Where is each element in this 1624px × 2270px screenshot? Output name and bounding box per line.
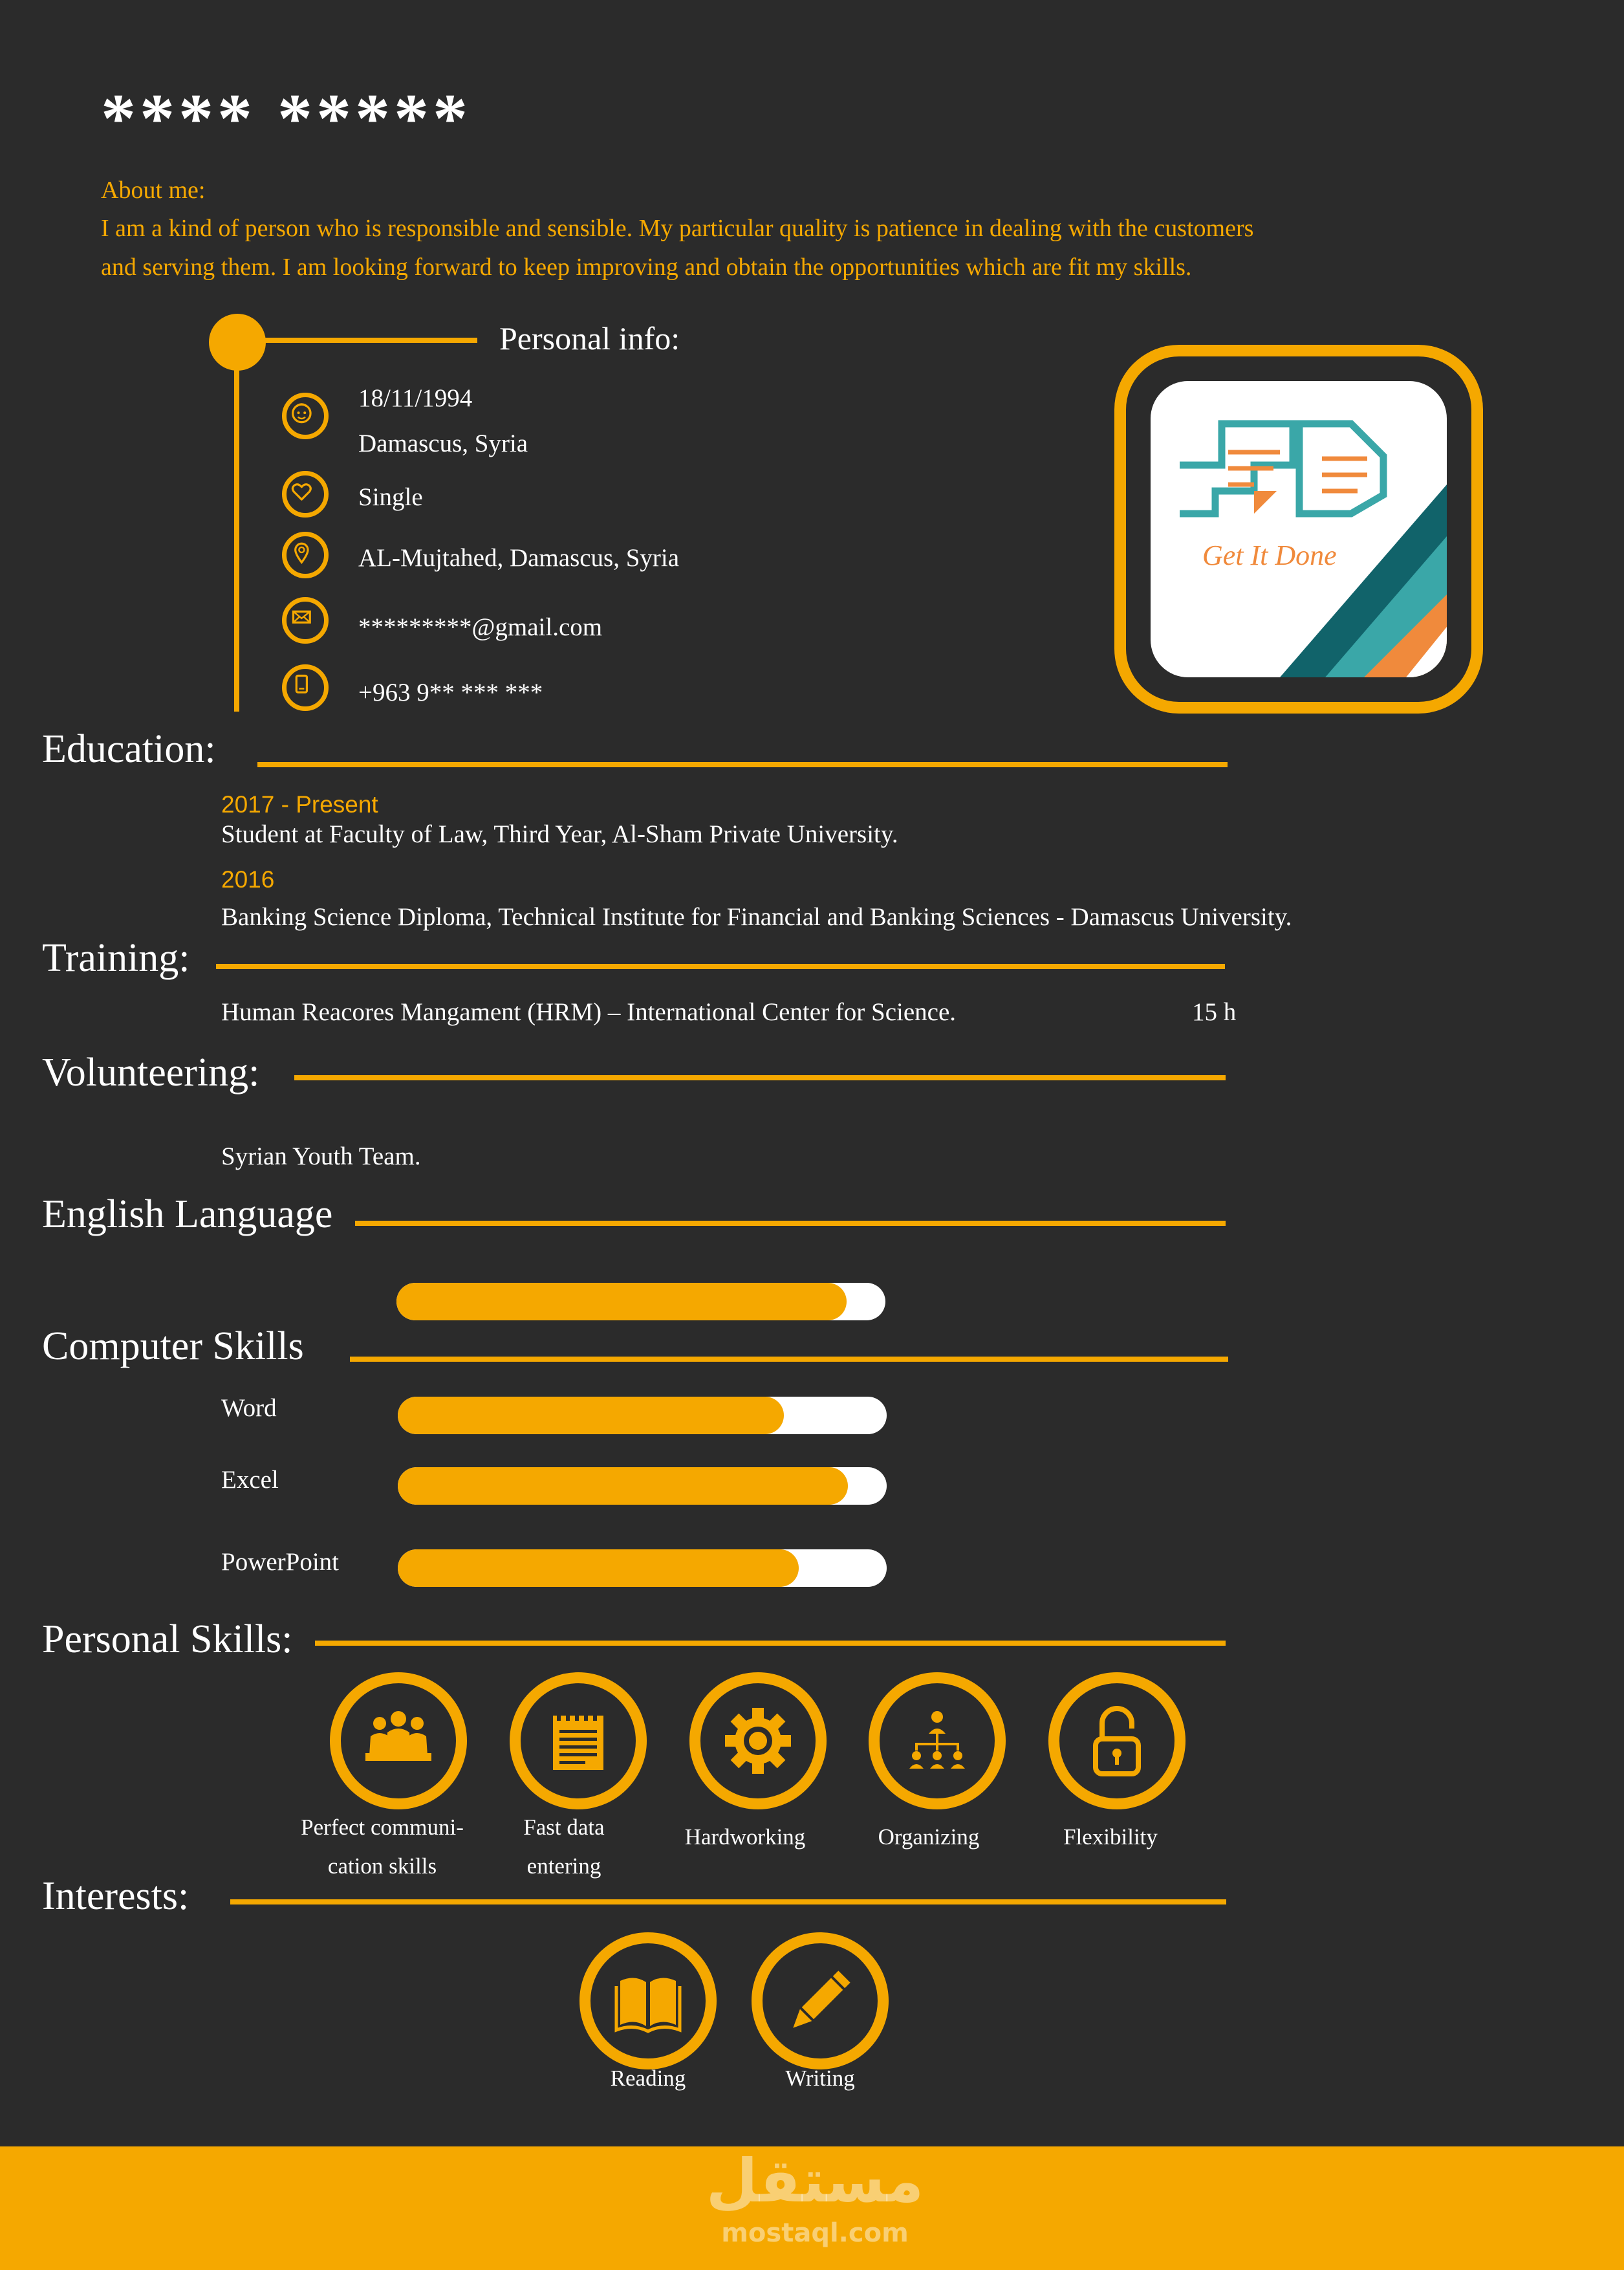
org-chart-icon bbox=[869, 1672, 1006, 1809]
skill-caption-hardworking: Hardworking bbox=[684, 1824, 806, 1850]
book-icon bbox=[579, 1932, 717, 2069]
interests-title: Interests: bbox=[42, 1874, 189, 1918]
baby-face-icon bbox=[282, 393, 329, 439]
birth-date: 18/11/1994 bbox=[358, 384, 473, 412]
skill-excel-bar bbox=[398, 1467, 887, 1505]
education-text-2: Banking Science Diploma, Technical Institute for Financial and Banking Sciences - Damascus University. bbox=[221, 903, 1292, 931]
skill-excel-label: Excel bbox=[221, 1466, 279, 1494]
logo-tile bbox=[1151, 381, 1447, 677]
english-level-bar bbox=[396, 1283, 885, 1320]
education-title: Education: bbox=[42, 727, 216, 771]
volunteering-item: Syrian Youth Team. bbox=[221, 1142, 421, 1170]
volunteering-title: Volunteering: bbox=[42, 1051, 260, 1095]
skill-caption-data-entry: Fast data entering bbox=[523, 1815, 605, 1879]
interests-rule bbox=[230, 1899, 1226, 1904]
skill-caption-organizing: Organizing bbox=[878, 1824, 980, 1850]
skill-caption-flexibility: Flexibility bbox=[1063, 1824, 1158, 1850]
open-lock-icon bbox=[1048, 1672, 1186, 1809]
computer-skills-rule bbox=[350, 1357, 1228, 1362]
skill-powerpoint-fill bbox=[398, 1549, 799, 1587]
skill-word-fill bbox=[398, 1397, 784, 1434]
notepad-icon bbox=[510, 1672, 647, 1809]
interest-caption-reading: Reading bbox=[610, 2066, 686, 2091]
education-rule bbox=[257, 762, 1228, 767]
logo-graphic bbox=[1151, 381, 1447, 677]
skill-powerpoint-label: PowerPoint bbox=[221, 1548, 340, 1576]
interest-caption-writing: Writing bbox=[785, 2066, 855, 2091]
mail-icon bbox=[282, 597, 329, 644]
training-item: Human Reacores Mangament (HRM) – International Center for Science. bbox=[221, 998, 957, 1026]
address: AL-Mujtahed, Damascus, Syria bbox=[358, 544, 680, 572]
watermark-url: mostaql.com bbox=[721, 2218, 909, 2248]
marital-status: Single bbox=[358, 483, 423, 511]
timeline-dot bbox=[209, 314, 266, 371]
computer-skills-title: Computer Skills bbox=[42, 1324, 304, 1368]
english-level-fill bbox=[396, 1283, 847, 1320]
english-title: English Language bbox=[42, 1192, 333, 1236]
email: *********@gmail.com bbox=[358, 613, 603, 641]
timeline-connector bbox=[259, 338, 477, 343]
team-icon bbox=[330, 1672, 467, 1809]
heart-icon bbox=[282, 471, 329, 518]
birth-place: Damascus, Syria bbox=[358, 430, 528, 457]
skill-powerpoint-bar bbox=[398, 1549, 887, 1587]
pencil-icon bbox=[752, 1932, 889, 2069]
english-rule bbox=[355, 1221, 1226, 1226]
about-line-1: I am a kind of person who is responsible and sensible. My particular quality is patience in dealing with the customers bbox=[101, 215, 1254, 242]
skill-word-label: Word bbox=[221, 1394, 277, 1422]
personal-skills-rule bbox=[315, 1641, 1226, 1646]
about-label: About me: bbox=[101, 177, 206, 204]
location-pin-icon bbox=[282, 532, 329, 578]
training-rule bbox=[216, 964, 1225, 969]
logo-text: Get It Done bbox=[1202, 540, 1337, 571]
footer-band bbox=[0, 2146, 1624, 2270]
timeline-vertical bbox=[234, 366, 239, 712]
watermark-arabic: مستقل bbox=[706, 2146, 924, 2216]
training-hours: 15 h bbox=[1192, 998, 1237, 1026]
education-year-2: 2016 bbox=[221, 866, 275, 893]
about-line-2: and serving them. I am looking forward to keep improving and obtain the opportunities which are fit my skills. bbox=[101, 254, 1192, 281]
name-heading: **** ***** bbox=[101, 80, 471, 157]
personal-skills-title: Personal Skills: bbox=[42, 1617, 293, 1661]
skill-caption-communication: Perfect communi- cation skills bbox=[301, 1815, 464, 1879]
phone-icon bbox=[282, 664, 329, 711]
skill-word-bar bbox=[398, 1397, 887, 1434]
education-year-1: 2017 - Present bbox=[221, 791, 378, 818]
education-text-1: Student at Faculty of Law, Third Year, Al-Sham Private University. bbox=[221, 820, 898, 848]
training-title: Training: bbox=[42, 936, 190, 980]
gear-icon bbox=[689, 1672, 827, 1809]
volunteering-rule bbox=[294, 1075, 1226, 1080]
personal-info-title: Personal info: bbox=[499, 320, 680, 356]
phone: +963 9** *** *** bbox=[358, 679, 543, 706]
skill-excel-fill bbox=[398, 1467, 848, 1505]
logo-frame bbox=[1114, 345, 1483, 714]
